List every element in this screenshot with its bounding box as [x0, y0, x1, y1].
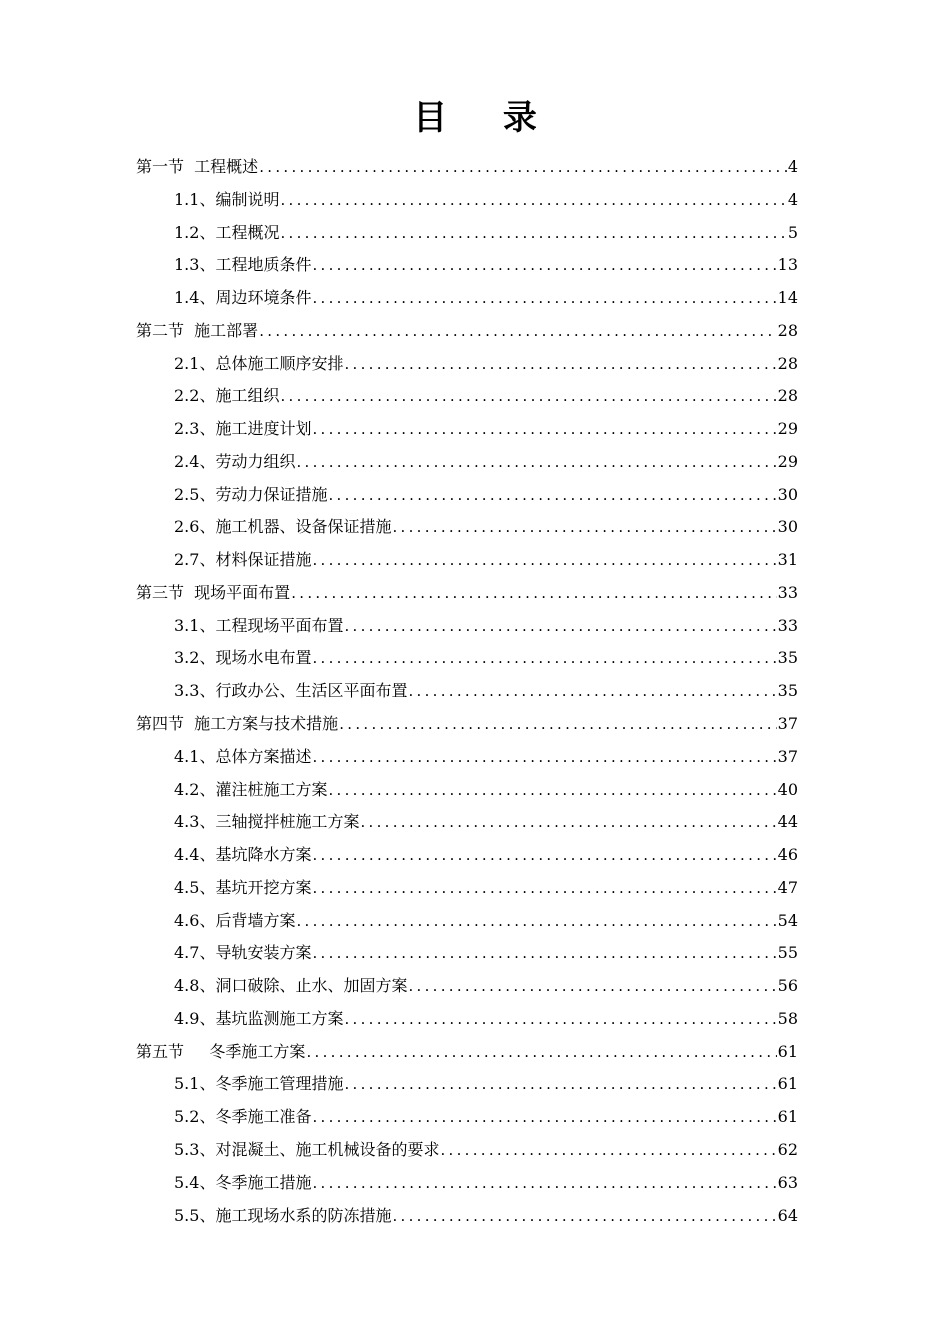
toc-subsection-entry[interactable] [136, 1200, 798, 1233]
toc-dot-leader [312, 872, 776, 905]
toc-page-number: 30 [777, 517, 798, 537]
toc-page-number: 61 [777, 1041, 798, 1061]
toc-entry-label: 2.7、材料保证措施 [174, 550, 312, 570]
toc-dot-leader [296, 446, 776, 479]
toc-dot-leader [312, 1101, 776, 1134]
toc-subsection-entry[interactable] [136, 544, 798, 577]
toc-subsection-entry[interactable] [136, 413, 798, 446]
toc-page-number: 33 [777, 582, 798, 602]
toc-dot-leader [312, 1167, 776, 1200]
toc-subsection-entry[interactable] [136, 839, 798, 872]
toc-entry-label: 第三节 现场平面布置 [136, 582, 291, 602]
toc-page-number: 40 [777, 779, 798, 799]
toc-dot-leader [392, 511, 776, 544]
toc-entry-label: 5.5、施工现场水系的防冻措施 [174, 1205, 392, 1225]
toc-subsection-entry[interactable] [136, 1101, 798, 1134]
toc-page-number: 56 [777, 976, 798, 996]
toc-subsection-entry[interactable] [136, 1134, 798, 1167]
toc-subsection-entry[interactable] [136, 511, 798, 544]
toc-page-number: 35 [777, 681, 798, 701]
toc-subsection-entry[interactable] [136, 380, 798, 413]
toc-dot-leader [392, 1200, 776, 1233]
toc-page-number: 31 [777, 550, 798, 570]
toc-subsection-entry[interactable] [136, 610, 798, 643]
toc-entry-label: 4.4、基坑降水方案 [174, 845, 312, 865]
toc-dot-leader [312, 937, 776, 970]
toc-dot-leader [344, 610, 776, 643]
toc-entry-label: 5.4、冬季施工措施 [174, 1172, 312, 1192]
toc-page-number: 29 [777, 451, 798, 471]
toc-dot-leader [344, 348, 776, 381]
toc-page-number: 33 [777, 615, 798, 635]
toc-dot-leader [312, 544, 776, 577]
toc-subsection-entry[interactable] [136, 249, 798, 282]
toc-subsection-entry[interactable] [136, 1167, 798, 1200]
toc-subsection-entry[interactable] [136, 937, 798, 970]
toc-entry-label: 2.5、劳动力保证措施 [174, 484, 328, 504]
toc-dot-leader [344, 1068, 776, 1101]
toc-dot-leader [339, 708, 776, 741]
toc-dot-leader [259, 151, 787, 184]
toc-page-number: 28 [777, 320, 798, 340]
toc-dot-leader [306, 1036, 776, 1069]
toc-entry-label: 4.1、总体方案描述 [174, 746, 312, 766]
toc-subsection-entry[interactable] [136, 642, 798, 675]
toc-subsection-entry[interactable] [136, 905, 798, 938]
toc-page-number: 47 [777, 877, 798, 897]
toc-list [136, 151, 798, 1232]
toc-page-number: 4 [787, 157, 798, 176]
toc-entry-label: 4.2、灌注桩施工方案 [174, 779, 328, 799]
toc-subsection-entry[interactable] [136, 741, 798, 774]
toc-page-number: 46 [777, 845, 798, 865]
toc-subsection-entry[interactable] [136, 282, 798, 315]
toc-dot-leader [312, 413, 776, 446]
toc-section-entry[interactable] [136, 708, 798, 741]
toc-dot-leader [291, 577, 776, 610]
toc-page-number: 13 [777, 255, 798, 275]
toc-dot-leader [312, 249, 776, 282]
toc-entry-label: 2.1、总体施工顺序安排 [174, 353, 344, 373]
toc-entry-label: 1.2、工程概况 [174, 222, 280, 242]
toc-page-number: 54 [777, 910, 798, 930]
toc-entry-label: 3.3、行政办公、生活区平面布置 [174, 681, 408, 701]
toc-entry-label: 2.6、施工机器、设备保证措施 [174, 517, 392, 537]
toc-entry-label: 2.4、劳动力组织 [174, 451, 296, 471]
toc-subsection-entry[interactable] [136, 675, 798, 708]
toc-dot-leader [328, 774, 776, 807]
toc-subsection-entry[interactable] [136, 446, 798, 479]
toc-entry-label: 4.6、后背墙方案 [174, 910, 296, 930]
toc-page-number: 28 [777, 386, 798, 406]
toc-entry-label: 4.7、导轨安装方案 [174, 943, 312, 963]
toc-entry-label: 3.2、现场水电布置 [174, 648, 312, 668]
toc-dot-leader [408, 970, 776, 1003]
toc-dot-leader [312, 839, 776, 872]
toc-entry-label: 2.3、施工进度计划 [174, 419, 312, 439]
toc-subsection-entry[interactable] [136, 1003, 798, 1036]
toc-page-number: 58 [777, 1008, 798, 1028]
toc-entry-label: 5.3、对混凝土、施工机械设备的要求 [174, 1139, 440, 1159]
toc-dot-leader [312, 282, 776, 315]
toc-dot-leader [259, 315, 776, 348]
toc-entry-label: 第四节 施工方案与技术措施 [136, 714, 339, 734]
toc-subsection-entry[interactable] [136, 872, 798, 905]
toc-section-entry[interactable] [136, 577, 798, 610]
toc-section-entry[interactable] [136, 315, 798, 348]
toc-page-number: 28 [777, 353, 798, 373]
toc-dot-leader [312, 741, 776, 774]
toc-page-number: 30 [777, 484, 798, 504]
toc-dot-leader [280, 217, 786, 250]
toc-entry-label: 4.3、三轴搅拌桩施工方案 [174, 812, 360, 832]
toc-dot-leader [344, 1003, 776, 1036]
toc-dot-leader [280, 184, 786, 217]
toc-subsection-entry[interactable] [136, 970, 798, 1003]
toc-entry-label: 5.2、冬季施工准备 [174, 1107, 312, 1127]
toc-page-number: 63 [777, 1172, 798, 1192]
toc-entry-label: 2.2、施工组织 [174, 386, 280, 406]
toc-dot-leader [408, 675, 776, 708]
toc-entry-label: 4.9、基坑监测施工方案 [174, 1008, 344, 1028]
toc-entry-label: 1.3、工程地质条件 [174, 255, 312, 275]
toc-page-number: 29 [777, 419, 798, 439]
toc-page-number: 61 [777, 1107, 798, 1127]
toc-dot-leader [440, 1134, 776, 1167]
toc-entry-label: 第一节 工程概述 [136, 157, 259, 176]
toc-subsection-entry[interactable] [136, 806, 798, 839]
toc-entry-label: 1.1、编制说明 [174, 189, 280, 209]
toc-subsection-entry[interactable] [136, 774, 798, 807]
toc-dot-leader [280, 380, 776, 413]
toc-page-number: 4 [787, 189, 798, 209]
toc-page-number: 61 [777, 1074, 798, 1094]
toc-entry-label: 4.8、洞口破除、止水、加固方案 [174, 976, 408, 996]
toc-dot-leader [328, 479, 776, 512]
toc-entry-label: 4.5、基坑开挖方案 [174, 877, 312, 897]
toc-entry-label: 3.1、工程现场平面布置 [174, 615, 344, 635]
toc-subsection-entry[interactable] [136, 184, 798, 217]
toc-subsection-entry[interactable] [136, 217, 798, 250]
toc-subsection-entry[interactable] [136, 1068, 798, 1101]
toc-entry-label: 1.4、周边环境条件 [174, 288, 312, 308]
toc-entry-label: 第二节 施工部署 [136, 320, 259, 340]
toc-page-number: 55 [777, 943, 798, 963]
toc-dot-leader [296, 905, 776, 938]
toc-dot-leader [360, 806, 776, 839]
toc-section-entry[interactable] [136, 151, 798, 184]
toc-page-number: 37 [777, 714, 798, 734]
toc-page-number: 37 [777, 746, 798, 766]
toc-subsection-entry[interactable] [136, 348, 798, 381]
toc-dot-leader [312, 642, 776, 675]
toc-entry-label: 第五节 冬季施工方案 [136, 1041, 306, 1061]
toc-page-number: 14 [777, 288, 798, 308]
toc-subsection-entry[interactable] [136, 479, 798, 512]
toc-entry-label: 5.1、冬季施工管理措施 [174, 1074, 344, 1094]
toc-section-entry[interactable] [136, 1036, 798, 1069]
toc-page-number: 44 [777, 812, 798, 832]
toc-page-number: 64 [777, 1205, 798, 1225]
toc-title: 目 录 [413, 98, 559, 138]
toc-page-number: 62 [777, 1139, 798, 1159]
toc-page-number: 5 [787, 222, 798, 242]
toc-page-number: 35 [777, 648, 798, 668]
